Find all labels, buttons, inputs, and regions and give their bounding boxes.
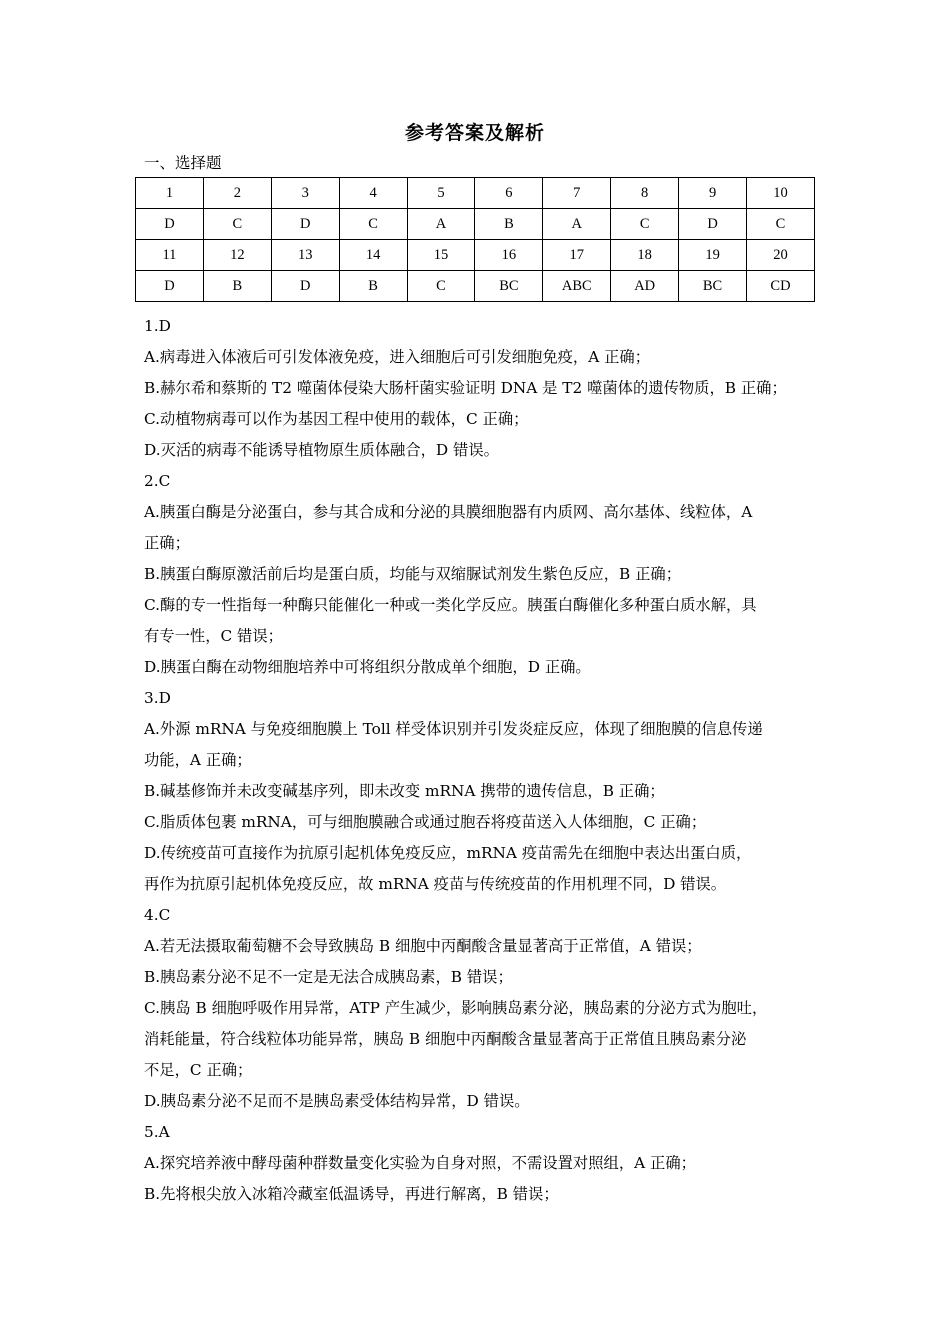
explanation-line: 有专一性，C 错误；	[144, 627, 283, 645]
explanation-line: B.赫尔希和蔡斯的 T2 噬菌体侵染大肠杆菌实验证明 DNA 是 T2 噬菌体的遗传物质，B 正确；	[144, 379, 787, 397]
question-answer-heading: 5.A	[144, 1123, 170, 1141]
page-title: 参考答案及解析	[404, 122, 545, 144]
question-number-cell: 18	[611, 240, 679, 271]
explanation-line: 不足，C 正确；	[144, 1061, 253, 1079]
question-answer-heading: 1.D	[144, 317, 171, 335]
section-heading: 一、选择题	[144, 154, 222, 172]
explanation-line: B.碱基修饰并未改变碱基序列，即未改变 mRNA 携带的遗传信息，B 正确；	[144, 782, 665, 800]
explanation-line: C.动植物病毒可以作为基因工程中使用的载体，C 正确；	[144, 410, 529, 428]
question-number-row	[136, 178, 815, 209]
answer-cell: C	[203, 209, 271, 240]
question-number-cell: 17	[543, 240, 611, 271]
question-number-cell: 8	[611, 178, 679, 209]
question-number-cell: 2	[203, 178, 271, 209]
explanation-line: A.胰蛋白酶是分泌蛋白，参与其合成和分泌的具膜细胞器有内质网、高尔基体、线粒体，A	[144, 503, 753, 521]
explanation-line: 再作为抗原引起机体免疫反应，故 mRNA 疫苗与传统疫苗的作用机理不同，D 错误。	[144, 875, 727, 893]
explanation-line: D.灭活的病毒不能诱导植物原生质体融合，D 错误。	[144, 441, 499, 459]
answer-cell: BC	[679, 271, 747, 302]
question-number-cell: 1	[136, 178, 204, 209]
answer-cell: D	[271, 209, 339, 240]
explanation-line: A.探究培养液中酵母菌种群数量变化实验为自身对照，不需设置对照组，A 正确；	[144, 1154, 696, 1172]
question-number-cell: 15	[407, 240, 475, 271]
answer-cell: B	[475, 209, 543, 240]
answer-row	[136, 209, 815, 240]
question-number-cell: 12	[203, 240, 271, 271]
answer-cell: ABC	[543, 271, 611, 302]
explanation-line: D.胰岛素分泌不足而不是胰岛素受体结构异常，D 错误。	[144, 1092, 530, 1110]
explanation-line: C.脂质体包裹 mRNA，可与细胞膜融合或通过胞吞将疫苗送入人体细胞，C 正确；	[144, 813, 707, 831]
answer-row	[136, 271, 815, 302]
answer-cell: C	[339, 209, 407, 240]
question-number-cell: 11	[136, 240, 204, 271]
explanation-line: A.若无法摄取葡萄糖不会导致胰岛 B 细胞中丙酮酸含量显著高于正常值，A 错误；	[144, 937, 702, 955]
explanation-line: D.传统疫苗可直接作为抗原引起机体免疫反应，mRNA 疫苗需先在细胞中表达出蛋白质，	[144, 844, 752, 862]
answer-cell: A	[543, 209, 611, 240]
explanation-line: B.胰蛋白酶原激活前后均是蛋白质，均能与双缩脲试剂发生紫色反应，B 正确；	[144, 565, 682, 583]
answer-cell: A	[407, 209, 475, 240]
explanation-line: B.先将根尖放入冰箱冷藏室低温诱导，再进行解离，B 错误；	[144, 1185, 559, 1203]
explanation-line: D.胰蛋白酶在动物细胞培养中可将组织分散成单个细胞，D 正确。	[144, 658, 591, 676]
explanation-line: B.胰岛素分泌不足不一定是无法合成胰岛素，B 错误；	[144, 968, 513, 986]
explanation-line: A.外源 mRNA 与免疫细胞膜上 Toll 样受体识别并引发炎症反应，体现了细胞膜的信息传递	[144, 720, 763, 738]
answer-cell: C	[611, 209, 679, 240]
answer-cell: CD	[747, 271, 815, 302]
answer-cell: D	[136, 209, 204, 240]
question-number-cell: 20	[747, 240, 815, 271]
question-number-cell: 9	[679, 178, 747, 209]
question-number-cell: 14	[339, 240, 407, 271]
question-number-cell: 6	[475, 178, 543, 209]
explanation-line: 消耗能量，符合线粒体功能异常，胰岛 B 细胞中丙酮酸含量显著高于正常值且胰岛素分泌	[144, 1030, 747, 1048]
answer-cell: B	[203, 271, 271, 302]
explanation-text	[144, 311, 816, 1210]
question-number-cell: 19	[679, 240, 747, 271]
answer-cell: C	[747, 209, 815, 240]
explanation-line: C.酶的专一性指每一种酶只能催化一种或一类化学反应。胰蛋白酶催化多种蛋白质水解，具	[144, 596, 757, 614]
question-number-cell: 3	[271, 178, 339, 209]
explanation-line: A.病毒进入体液后可引发体液免疫，进入细胞后可引发细胞免疫，A 正确；	[144, 348, 651, 366]
question-number-cell: 16	[475, 240, 543, 271]
answer-cell: AD	[611, 271, 679, 302]
answer-cell: BC	[475, 271, 543, 302]
question-answer-heading: 4.C	[144, 906, 171, 924]
answer-cell: D	[136, 271, 204, 302]
question-number-cell: 7	[543, 178, 611, 209]
explanation-line: 功能，A 正确；	[144, 751, 252, 769]
question-number-cell: 5	[407, 178, 475, 209]
answer-cell: D	[679, 209, 747, 240]
answer-cell: C	[407, 271, 475, 302]
question-number-cell: 4	[339, 178, 407, 209]
question-answer-heading: 2.C	[144, 472, 171, 490]
question-number-row	[136, 240, 815, 271]
answer-cell: D	[271, 271, 339, 302]
question-number-cell: 13	[271, 240, 339, 271]
explanation-line: C.胰岛 B 细胞呼吸作用异常，ATP 产生减少，影响胰岛素分泌，胰岛素的分泌方式为胞吐，	[144, 999, 768, 1017]
answer-table	[135, 177, 815, 302]
question-answer-heading: 3.D	[144, 689, 171, 707]
answer-cell: B	[339, 271, 407, 302]
question-number-cell: 10	[747, 178, 815, 209]
explanation-line: 正确；	[144, 534, 190, 552]
